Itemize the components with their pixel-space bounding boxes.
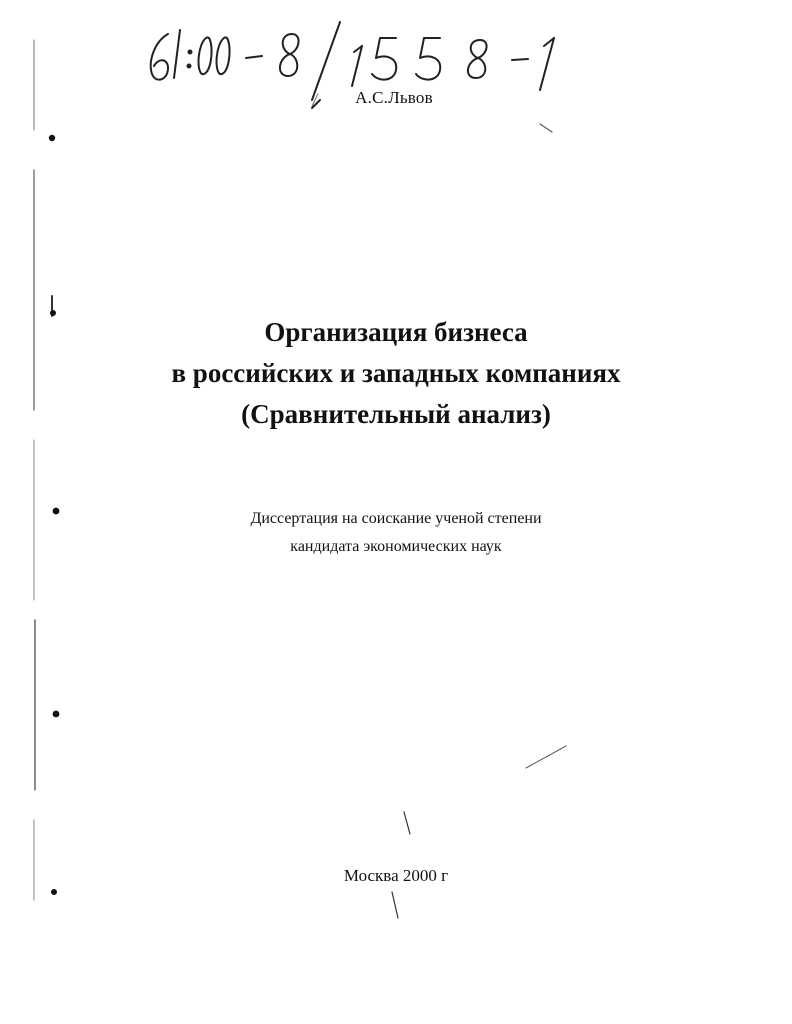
title-line-1: Организация бизнеса (264, 317, 528, 347)
city-year: Москва 2000 г (343, 866, 449, 885)
title-line-2: в российских и западных компаниях (171, 358, 621, 388)
degree-statement (0, 505, 792, 561)
author-name (0, 88, 792, 108)
author-name-text: А.С.Львов (355, 88, 433, 107)
title-line-3: (Сравнительный анализ) (241, 399, 551, 429)
degree-line-1: Диссертация на соискание ученой степени (250, 510, 542, 527)
degree-line-2: кандидата экономических наук (290, 538, 502, 555)
dissertation-title (0, 312, 792, 435)
